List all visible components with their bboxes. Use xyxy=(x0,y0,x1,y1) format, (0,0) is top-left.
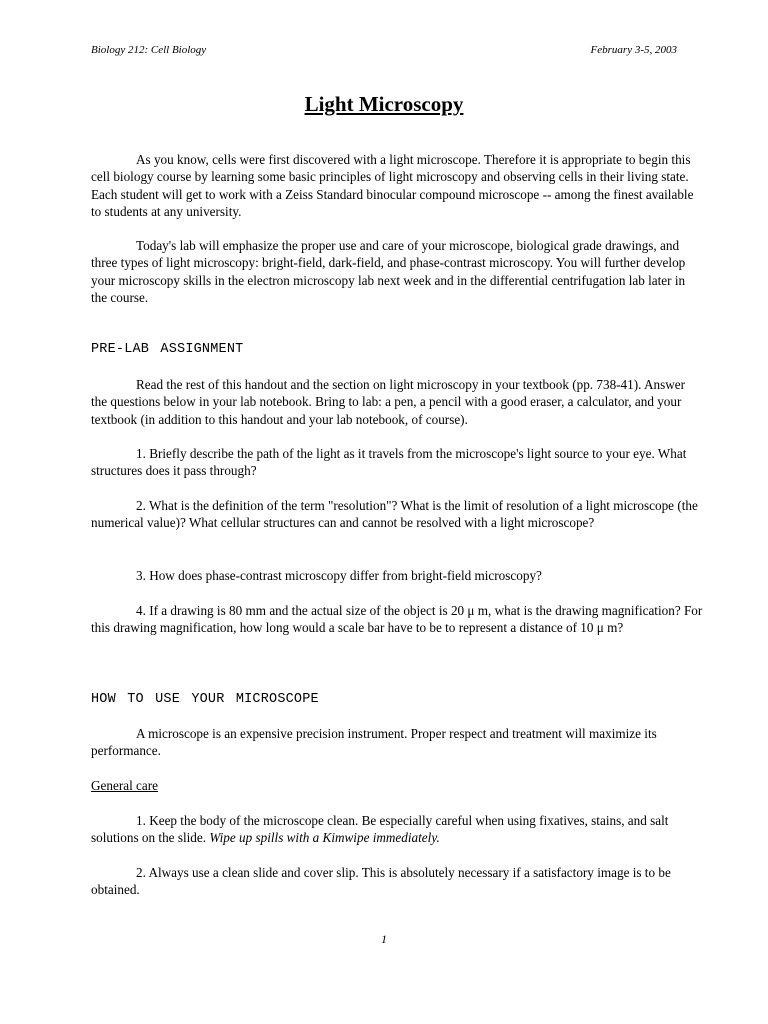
intro-paragraph-1: As you know, cells were first discovered with a light microscope. Therefore it is appropriate to begin this cell biology course by learning some basic principles of light microscopy and observing cells in their living state. Each student will get to work with a Zeiss Standard binocular compound microscope -- among the finest available to students at any university. xyxy=(91,152,694,220)
care-item-1 xyxy=(91,812,703,847)
page-number: 1 xyxy=(381,932,387,946)
prelab-question-3: 3. How does phase-contrast microscopy differ from bright-field microscopy? xyxy=(136,568,542,583)
care-item-1-text: 1. Keep the body of the microscope clean. Be especially careful when using fixatives, stains, and salt solutions on the slide. xyxy=(91,813,669,846)
prelab-heading: PRE-LAB ASSIGNMENT xyxy=(91,342,244,357)
header-course: Biology 212: Cell Biology xyxy=(91,44,207,56)
page-title: Light Microscopy xyxy=(304,92,464,116)
howto-intro: A microscope is an expensive precision instrument. Proper respect and treatment will maximize its performance. xyxy=(91,726,657,759)
prelab-question-4: 4. If a drawing is 80 mm and the actual size of the object is 20 μ m, what is the drawing magnification? For this drawing magnification, how long would a scale bar have to be to represent a distance of 10 μ m? xyxy=(91,603,703,636)
care-item-1-emphasis: Wipe up spills with a Kimwipe immediately. xyxy=(209,830,440,846)
intro-paragraph-2: Today's lab will emphasize the proper use and care of your microscope, biological grade drawings, and three types of light microscopy: bright-field, dark-field, and phase-contrast microscopy. You will further develop your microscopy skills in the electron microscopy lab next week and in the differential centrifugation lab later in the course. xyxy=(91,238,686,306)
care-item-2: 2. Always use a clean slide and cover slip. This is absolutely necessary if a satisfactory image is to be obtained. xyxy=(91,865,671,898)
prelab-question-1: 1. Briefly describe the path of the light as it travels from the microscope's light source to your eye. What structures does it pass through? xyxy=(91,446,687,479)
header-date: February 3-5, 2003 xyxy=(590,44,677,56)
general-care-subheading: General care xyxy=(91,778,158,793)
prelab-intro: Read the rest of this handout and the section on light microscopy in your textbook (pp. 738-41). Answer the questions below in your lab notebook. Bring to lab: a pen, a pencil with a good eraser, a calculator, and your textbook (in addition to this handout and your lab notebook, of course). xyxy=(91,377,686,427)
howto-heading: HOW TO USE YOUR MICROSCOPE xyxy=(91,692,319,707)
prelab-question-2: 2. What is the definition of the term "resolution"? What is the limit of resolution of a light microscope (the numerical value)? What cellular structures can and cannot be resolved with a light microscope? xyxy=(91,498,698,531)
